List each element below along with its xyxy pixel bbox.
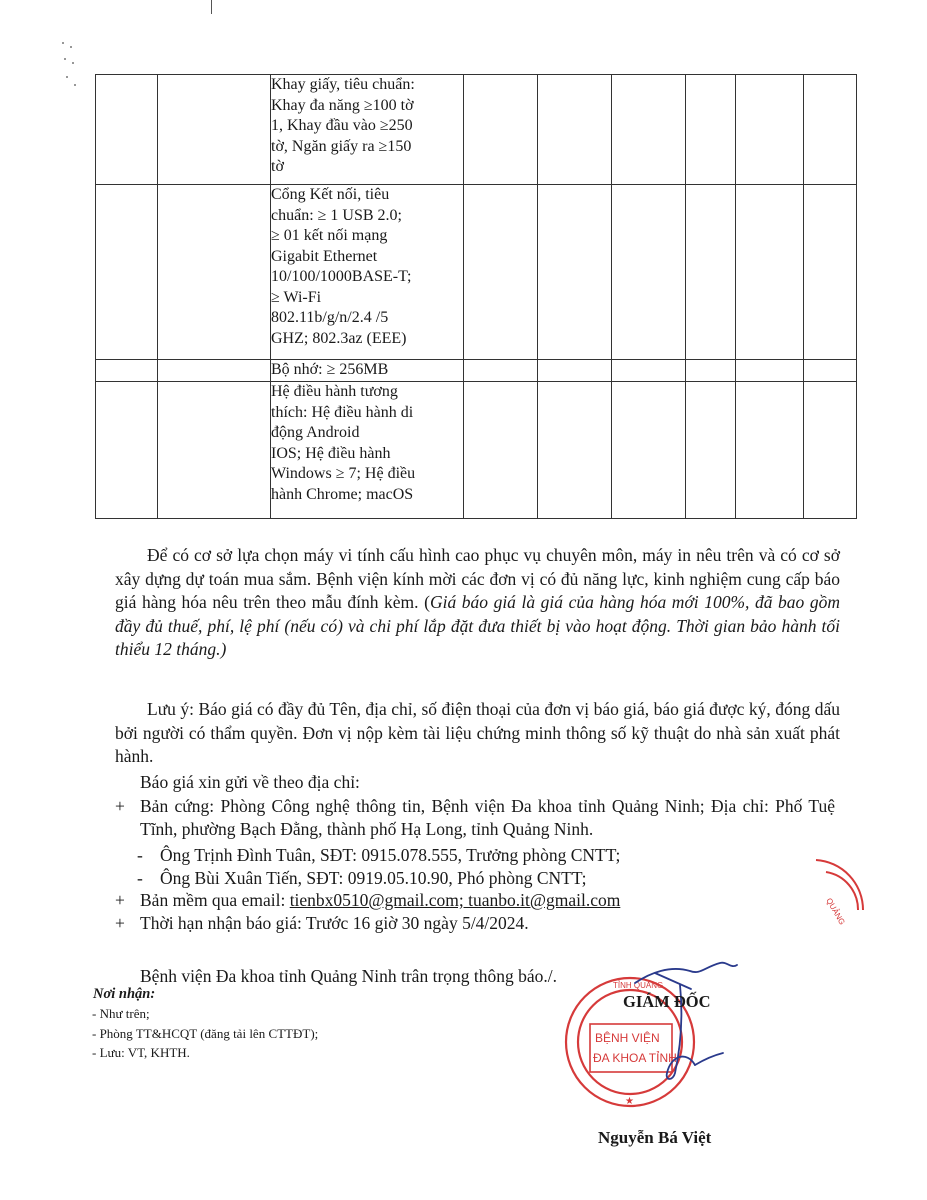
spec-line: ≥ 01 kết nối mạng [271,227,388,244]
director-title: GIÁM ĐỐC [623,992,711,1011]
spec-line: thích: Hệ điều hành di [271,403,414,421]
spec-line: Hệ điều hành tương [271,383,398,400]
intro-text: Để có cơ sở lựa chọn máy vi tính cấu hình cao phục vụ chuyên môn, máy in nêu trên và có cơ sở xây dựng dự toán mua sắm. Bệnh viện kính mời các đơn vị có đủ năng lực, kinh nghiệm cung cấp báo giá hàng hóa nêu trên theo mẫu đính kèm. ( [115,545,840,612]
recipients-heading: Nơi nhận: [93,986,156,1002]
list-marker: - [137,845,143,865]
spec-line: GHZ; 802.3az (EEE) [271,329,407,347]
spec-cell-memory [271,360,464,382]
table-row [96,360,857,382]
contact-item [115,867,835,890]
contact-item [115,844,835,867]
spec-line: chuẩn: ≥ 1 USB 2.0; [271,206,402,224]
hardcopy-text: Bản cứng: Phòng Công nghệ thông tin, Bệnh viện Đa khoa tỉnh Quảng Ninh; Địa chỉ: Phố Tuệ Tĩnh, phường Bạch Đằng, thành phố Hạ Long, tỉnh Quảng Ninh. [140,796,835,839]
recipient-item: - Phòng TT&HCQT (đăng tải lên CTTĐT); [92,1025,319,1041]
spec-line: 1, Khay đầu vào ≥250 [271,117,413,134]
spec-cell-ports [271,185,464,360]
table-row [96,185,857,360]
list-marker: + [115,796,125,816]
hardcopy-item [115,795,835,840]
table-row [96,75,857,185]
contact-1: Ông Trịnh Đình Tuân, SĐT: 0915.078.555, Trưởng phòng CNTT; [160,845,621,865]
svg-text:BỆNH VIỆN: BỆNH VIỆN [595,1031,660,1045]
intro-paragraph [115,544,840,662]
table-row [96,382,857,519]
spec-cell-paper-tray [271,75,464,185]
spec-line: Bộ nhớ: ≥ 256MB [271,361,389,378]
scan-dots [60,40,80,100]
svg-text:QUẢNG: QUẢNG [824,896,847,927]
address-lead: Báo giá xin gửi về theo địa chỉ: [140,772,360,792]
svg-text:TỈNH QUẢNG: TỈNH QUẢNG [613,981,664,990]
spec-line: hành Chrome; macOS [271,485,414,503]
signer-name: Nguyễn Bá Việt [598,1128,712,1147]
email-item [115,889,835,912]
handwritten-signature [595,955,765,1085]
stamp-fragment [808,850,868,960]
spec-line: ≥ Wi-Fi [271,288,322,306]
spec-line: Khay giấy, tiêu chuẩn: [271,76,415,93]
spec-line: Windows ≥ 7; Hệ điều [271,465,416,482]
spec-line: 10/100/1000BASE-T; [271,268,412,285]
spec-line: Gigabit Ethernet [271,247,378,265]
spec-table [95,74,857,519]
spec-line: động Android [271,424,360,441]
deadline-text: Thời hạn nhận báo giá: Trước 16 giờ 30 ngày 5/4/2024. [140,912,529,933]
spec-line: 802.11b/g/n/2.4 /5 [271,309,389,326]
price-note-text: Giá báo giá là giá của hàng hóa mới 100%, đã bao gồm đầy đủ thuế, phí, lệ phí (nếu có) và chi phí lắp đặt đưa thiết bị vào hoạt động. Thời gian bảo hành tối thiểu 12 tháng.) [115,592,840,659]
spec-line: tờ [271,158,284,175]
list-marker: + [115,890,125,910]
list-marker: + [115,912,125,933]
svg-text:ĐA KHOA TỈNH: ĐA KHOA TỈNH [593,1051,677,1065]
spec-line: Khay đa năng ≥100 tờ [271,96,414,114]
recipient-item: - Như trên; [92,1006,150,1021]
scan-mark [211,0,212,14]
note-paragraph: Lưu ý: Báo giá có đầy đủ Tên, địa chỉ, số điện thoại của đơn vị báo giá, báo giá được ký, đóng dấu bởi người có thẩm quyền. Đơn vị nộp kèm tài liệu chứng minh thông số kỹ thuật do nhà sản xuất phát hành. [115,699,840,766]
delivery-list [115,795,835,934]
email-link[interactable]: tienbx0510@gmail.com; tuanbo.it@gmail.com [289,890,621,910]
recipient-item: - Lưu: VT, KHTH. [92,1045,190,1060]
email-prefix: Bản mềm qua email: [140,890,290,910]
spec-cell-os [271,382,464,519]
contact-2: Ông Bùi Xuân Tiến, SĐT: 0919.05.10.90, Phó phòng CNTT; [160,867,587,888]
deadline-item [115,912,835,935]
spec-line: IOS; Hệ điều hành [271,444,391,462]
closing-line: Bệnh viện Đa khoa tỉnh Quảng Ninh trân trọng thông báo./. [140,966,558,986]
recipients-list [92,1004,332,1063]
list-marker: - [137,867,143,888]
spec-line: tờ, Ngăn giấy ra ≥150 [271,137,412,155]
spec-line: Cổng Kết nối, tiêu [271,186,390,203]
svg-text:★: ★ [625,1096,634,1107]
